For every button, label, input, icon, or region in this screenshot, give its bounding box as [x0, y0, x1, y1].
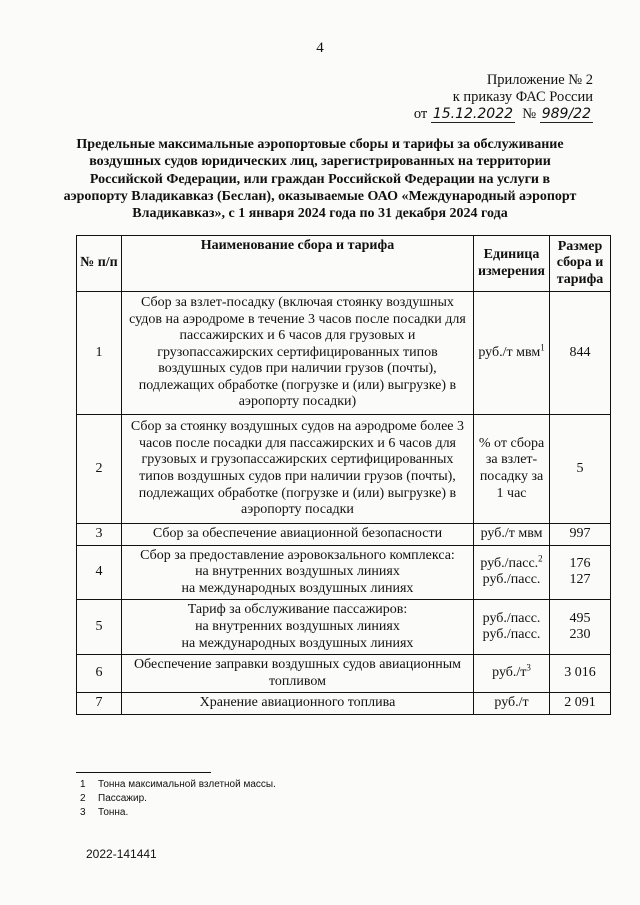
appendix-date-line	[414, 106, 593, 123]
tariff-table	[76, 235, 611, 715]
row-unit: руб./т	[474, 693, 550, 715]
row-value	[550, 600, 611, 655]
row-value: 2 091	[550, 693, 611, 715]
footnote-ref: 1	[540, 342, 545, 353]
footnote-ref: 2	[538, 553, 543, 564]
table-row	[77, 292, 611, 415]
footnote-text: Пассажир.	[98, 793, 147, 804]
row-num: 5	[77, 600, 122, 655]
row-value: 5	[550, 415, 611, 524]
unit-text: руб./пасс.	[480, 555, 539, 571]
row-unit: руб./т мвм	[474, 524, 550, 546]
header-value: Размер сбора и тарифа	[550, 236, 611, 292]
row-name-main: Тариф за обслуживание пассажиров:	[187, 602, 408, 618]
table-header-row	[77, 236, 611, 292]
row-name: Сбор за обеспечение авиационной безопасности	[121, 524, 473, 546]
row-name: Обеспечение заправки воздушных судов авиационным топливом	[121, 655, 473, 693]
row-value: 844	[550, 292, 611, 415]
row-name: Хранение авиационного топлива	[121, 693, 473, 715]
row-name-sub: на внутренних воздушных линиях	[195, 618, 400, 634]
header-num: № п/п	[77, 236, 122, 292]
unit-line: руб./пасс.	[482, 610, 541, 626]
handwritten-number: 989/22	[541, 106, 591, 122]
row-name	[121, 600, 473, 655]
unit-text: руб./т	[492, 665, 527, 681]
table-row	[77, 524, 611, 546]
value-line: 495	[569, 610, 591, 626]
page-number: 4	[316, 40, 324, 56]
footnotes	[80, 778, 276, 820]
row-value	[550, 545, 611, 600]
row-value: 3 016	[550, 655, 611, 693]
row-name-sub: на внутренних воздушных линиях	[195, 564, 400, 580]
row-unit: % от сбора за взлет-посадку за 1 час	[474, 415, 550, 524]
table-row	[77, 693, 611, 715]
header-unit: Единица измерения	[474, 236, 550, 292]
header-name: Наименование сбора и тарифа	[121, 236, 473, 292]
row-name-sub: на международных воздушных линиях	[181, 580, 414, 596]
row-num: 1	[77, 292, 122, 415]
row-unit	[474, 545, 550, 600]
footnote-ref: 3	[526, 662, 531, 673]
row-num: 4	[77, 545, 122, 600]
footnote-number: 2	[80, 793, 86, 804]
row-num: 3	[77, 524, 122, 546]
unit-line: руб./пасс.	[482, 627, 541, 643]
document-code: 2022-141441	[86, 847, 157, 861]
footnote-item	[80, 778, 276, 792]
number-label: №	[522, 106, 537, 122]
unit-text: руб./т мвм	[478, 344, 541, 360]
footnote-text: Тонна.	[98, 807, 129, 818]
value-line: 230	[569, 627, 591, 643]
appendix-line2: к приказу ФАС России	[452, 89, 593, 105]
table-row	[77, 600, 611, 655]
row-value: 997	[550, 524, 611, 546]
row-name-main: Сбор за предоставление аэровокзального комплекса:	[140, 547, 455, 563]
from-label: от	[413, 106, 428, 122]
unit-line: руб./пасс.	[482, 572, 541, 588]
value-line: 127	[569, 572, 591, 588]
table-row	[77, 655, 611, 693]
footnote-number: 3	[80, 807, 86, 818]
handwritten-date: 15.12.2022	[432, 106, 514, 122]
table-row	[77, 545, 611, 600]
footnote-number: 1	[80, 779, 86, 790]
row-name	[121, 545, 473, 600]
row-unit	[474, 292, 550, 415]
footnote-divider	[76, 772, 211, 773]
row-unit	[474, 655, 550, 693]
row-name-sub: на международных воздушных линиях	[181, 635, 414, 651]
footnote-text: Тонна максимальной взлетной массы.	[98, 779, 276, 790]
footnote-item	[80, 792, 276, 806]
row-name: Сбор за стоянку воздушных судов на аэродроме более 3 часов после посадки для пассажирских и 6 часов для грузовых и грузопассажирских сертифицированных типов воздушных судов при наличии грузов (почты), подлежащих обработке (погрузке и (или) выгрузке) в аэропорту посадки	[121, 415, 473, 524]
unit-line	[477, 553, 546, 573]
footnote-item	[80, 806, 276, 820]
table-row	[77, 415, 611, 524]
document-title: Предельные максимальные аэропортовые сборы и тарифы за обслуживание воздушных судов юридических лиц, зарегистрированных на территории Российской Федерации, или граждан Российской Федерации на услуги в аэропорту Владикавказ (Беслан), оказываемые ОАО «Международный аэропорт Владикавказ», с 1 января 2024 года по 31 декабря 2024 года	[63, 137, 577, 222]
row-num: 6	[77, 655, 122, 693]
row-unit	[474, 600, 550, 655]
value-line: 176	[569, 555, 591, 571]
row-name: Сбор за взлет-посадку (включая стоянку воздушных судов на аэродроме в течение 3 часов после посадки для пассажирских и 6 часов для грузовых и грузопассажирских сертифицированных типов воздушных судов при наличии грузов (почты), подлежащих обработке (погрузке и (или) выгрузке) в аэропорту посадки)	[121, 292, 473, 415]
appendix-header	[414, 72, 593, 123]
row-num: 2	[77, 415, 122, 524]
appendix-line1: Приложение № 2	[486, 72, 593, 88]
row-num: 7	[77, 693, 122, 715]
